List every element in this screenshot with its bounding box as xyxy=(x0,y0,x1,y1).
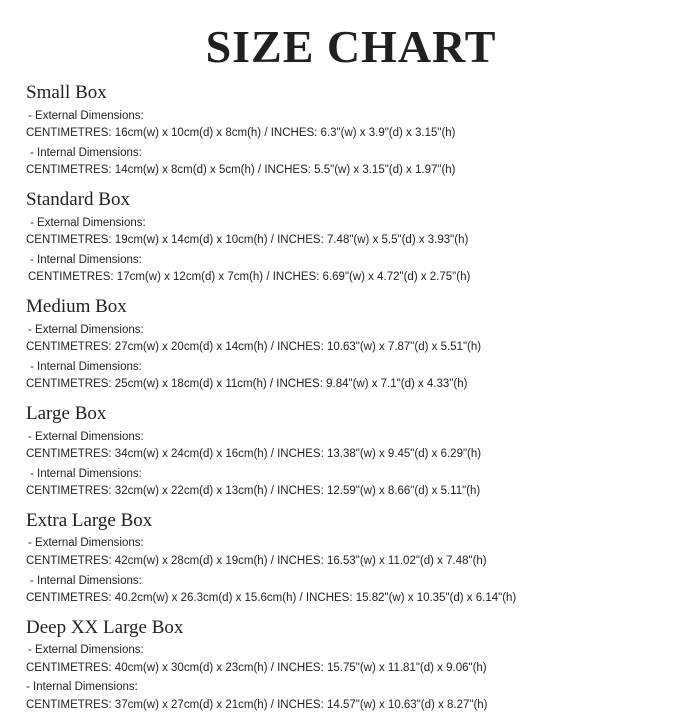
internal-dimensions-label: - Internal Dimensions: xyxy=(30,574,142,587)
size-section-small-box xyxy=(26,82,676,180)
internal-dimensions-value: CENTIMETRES: 25cm(w) x 18cm(d) x 11cm(h) / INCHES: 9.84"(w) x 7.1"(d) x 4.33"(h) xyxy=(26,377,468,390)
external-dimensions-value: CENTIMETRES: 42cm(w) x 28cm(d) x 19cm(h) / INCHES: 16.53"(w) x 11.02"(d) x 7.48"(h) xyxy=(26,554,487,567)
internal-dimensions-value: CENTIMETRES: 32cm(w) x 22cm(d) x 13cm(h) / INCHES: 12.59"(w) x 8.66"(d) x 5.11"(h) xyxy=(26,484,481,497)
external-dimensions-label: - External Dimensions: xyxy=(28,644,144,657)
external-dimensions-label: - External Dimensions: xyxy=(28,537,144,550)
internal-dimensions-label: - Internal Dimensions: xyxy=(30,467,142,480)
external-dimensions-value: CENTIMETRES: 16cm(w) x 10cm(d) x 8cm(h) / INCHES: 6.3"(w) x 3.9"(d) x 3.15"(h) xyxy=(26,127,456,140)
internal-dimensions-label: - Internal Dimensions: xyxy=(30,360,142,373)
internal-dimensions-value: CENTIMETRES: 37cm(w) x 27cm(d) x 21cm(h) / INCHES: 14.57"(w) x 10.63"(d) x 8.27"(h) xyxy=(26,698,488,711)
size-section-standard-box xyxy=(26,189,676,287)
internal-dimensions-value: CENTIMETRES: 17cm(w) x 12cm(d) x 7cm(h) / INCHES: 6.69"(w) x 4.72"(d) x 2.75"(h) xyxy=(28,271,471,284)
internal-dimensions-value: CENTIMETRES: 40.2cm(w) x 26.3cm(d) x 15.6cm(h) / INCHES: 15.82"(w) x 10.35"(d) x 6.14"(h) xyxy=(26,591,517,604)
internal-dimensions-label: - Internal Dimensions: xyxy=(30,253,142,266)
external-dimensions-value: CENTIMETRES: 19cm(w) x 14cm(d) x 10cm(h) / INCHES: 7.48"(w) x 5.5"(d) x 3.93"(h) xyxy=(26,233,469,246)
section-title: Small Box xyxy=(26,82,107,103)
external-dimensions-label: - External Dimensions: xyxy=(28,109,144,122)
section-title: Extra Large Box xyxy=(26,509,153,531)
size-section-extra-large-box xyxy=(26,510,676,608)
internal-dimensions-label: - Internal Dimensions: xyxy=(26,681,138,694)
external-dimensions-label: - External Dimensions: xyxy=(28,430,144,443)
external-dimensions-value: CENTIMETRES: 40cm(w) x 30cm(d) x 23cm(h) / INCHES: 15.75"(w) x 11.81"(d) x 9.06"(h) xyxy=(26,661,487,674)
section-title: Large Box xyxy=(26,402,107,424)
internal-dimensions-label: - Internal Dimensions: xyxy=(30,146,142,159)
section-title: Deep XX Large Box xyxy=(26,616,184,638)
size-section-large-box xyxy=(26,403,676,501)
external-dimensions-value: CENTIMETRES: 27cm(w) x 20cm(d) x 14cm(h) / INCHES: 10.63"(w) x 7.87"(d) x 5.51"(h) xyxy=(26,340,482,353)
internal-dimensions-value: CENTIMETRES: 14cm(w) x 8cm(d) x 5cm(h) / INCHES: 5.5"(w) x 3.15"(d) x 1.97"(h) xyxy=(26,164,456,177)
page-title: SIZE CHART xyxy=(205,21,497,72)
section-title: Medium Box xyxy=(26,295,127,317)
external-dimensions-label: - External Dimensions: xyxy=(30,216,146,229)
external-dimensions-value: CENTIMETRES: 34cm(w) x 24cm(d) x 16cm(h) / INCHES: 13.38"(w) x 9.45"(d) x 6.29"(h) xyxy=(26,447,482,460)
section-title: Standard Box xyxy=(26,188,130,210)
external-dimensions-label: - External Dimensions: xyxy=(28,323,144,336)
size-section-medium-box xyxy=(26,296,676,394)
